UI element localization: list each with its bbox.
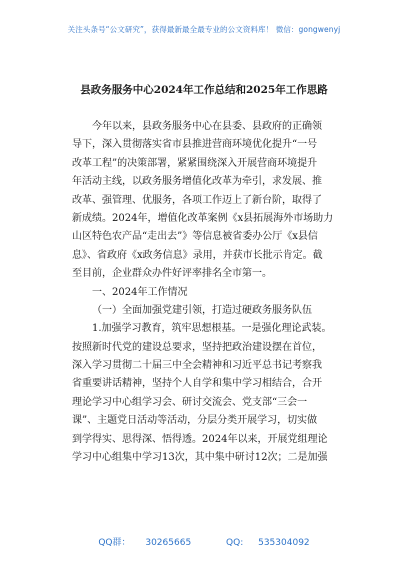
footer-qq-group: QQ群： 30265665 (98, 538, 192, 548)
paragraph-line: 深入学习贯彻二十届三中全会精神和习近平总书记考察我 (72, 360, 322, 372)
paragraph-line: 省重要讲话精神，坚持个人自学和集中学习相结合，合开 (72, 378, 322, 390)
paragraph-line: 导下，深入贯彻落实省市县推进营商环境优化提升“一号 (72, 139, 318, 151)
paragraph-line: 到学得实、思得深、悟得透。2024年以来，开展党组理论 (72, 433, 328, 445)
paragraph-line: 1.加强学习教育，筑牢思想根基。一是强化理论武装。 (92, 323, 332, 335)
paragraph-line: 课”、主题党日活动等活动，分层分类开展学习，切实做 (72, 415, 318, 427)
header-note: 关注头条号“公文研究”，获得最新最全最专业的公文资料库！ 微信：gongwenyj (67, 25, 341, 34)
body-text (72, 118, 344, 467)
paragraph-line: 改革、强管理、优服务，各项工作迈上了新台阶，取得了 (72, 194, 322, 206)
page-title: 县政务服务中心2024年工作总结和2025年工作思路 (80, 84, 328, 96)
paragraph-line: 今年以来，县政务服务中心在县委、县政府的正确领 (92, 121, 322, 132)
paragraph-line: 新成绩。2024年，增值化改革案例《x县拓展海外市场助力 (72, 212, 334, 224)
footer-qq: QQ: 535304092 (226, 538, 310, 548)
paragraph-line: 至目前，企业群众办件好评率排名全市第一。 (72, 268, 272, 280)
section-heading: 一、2024年工作情况 (92, 286, 188, 298)
subsection-heading: （一）全面加强党建引领，打造过硬政务服务队伍 (92, 304, 312, 316)
paragraph-line: 理论学习中心组学习会、研讨交流会、党支部“三会一 (72, 396, 308, 408)
paragraph-line: 息》、省政府《x政务信息》录用，并获市长批示肯定。截 (72, 249, 323, 261)
paragraph-line: 学习中心组集中学习13次，其中集中研讨12次；二是加强 (72, 452, 328, 464)
paragraph-line: 年活动主线，以政务服务增值化改革为牵引，求发展、推 (72, 176, 322, 188)
paragraph-line: 按照新时代党的建设总要求，坚持把政治建设摆在首位， (72, 341, 322, 353)
paragraph-line: 山区特色农产品“走出去”》等信息被省委办公厅《x县信 (72, 231, 318, 243)
paragraph-line: 改革工程”的决策部署，紧紧围绕深入开展营商环境提升 (72, 157, 318, 169)
footer-contacts (0, 535, 408, 548)
